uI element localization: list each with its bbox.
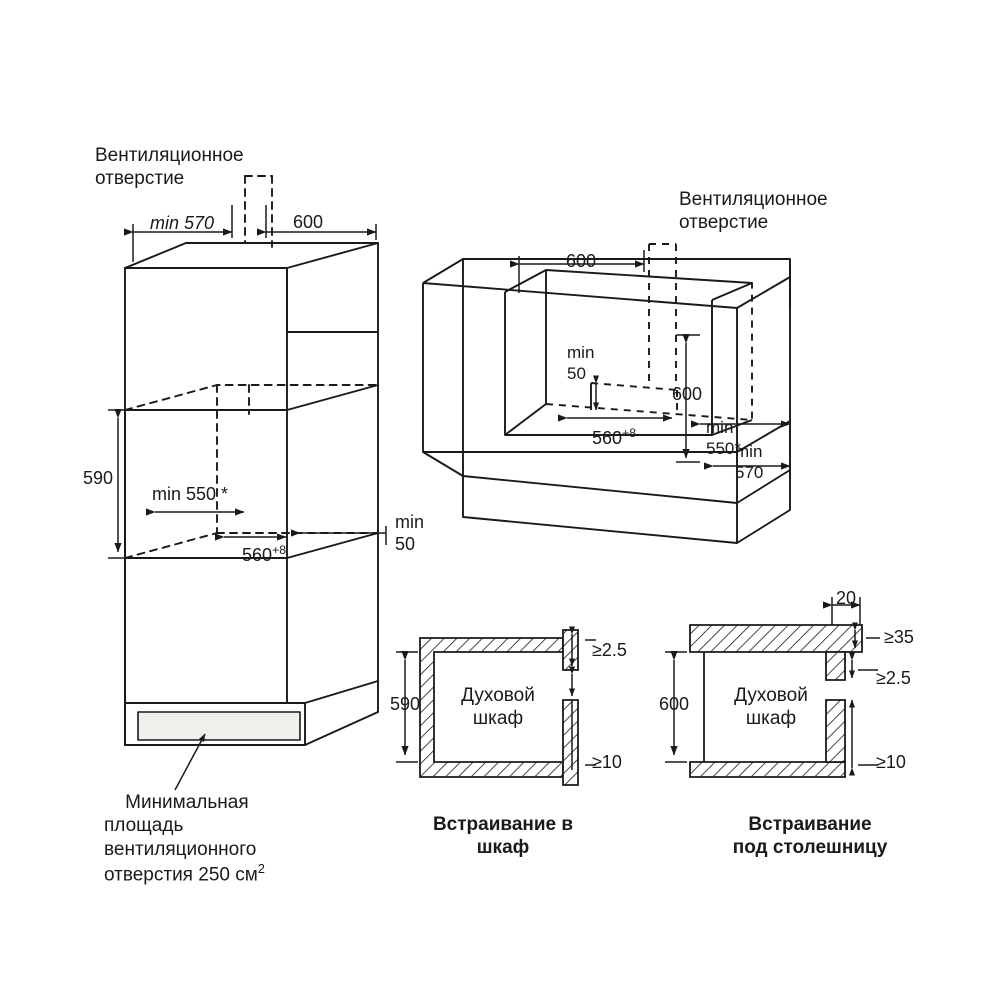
front-depth-560-value: 560 bbox=[242, 544, 273, 565]
front-min-550-label: min 550 * bbox=[152, 484, 229, 504]
iso-min-50-label: min 50 bbox=[567, 343, 595, 383]
front-vent-area-text: Минимальная площадь вентиляционного отверстия 250 см bbox=[104, 792, 258, 886]
front-width-600-label: 600 bbox=[293, 212, 324, 232]
iso-depth-560-tolerance: +8 bbox=[622, 425, 637, 440]
worktop-section-gap-top-label: ≥2.5 bbox=[876, 668, 911, 688]
cabinet-section-gap-top-label: ≥2.5 bbox=[592, 640, 627, 660]
front-min-570-label: min 570 bbox=[150, 213, 215, 233]
front-depth-560-tolerance: +8 bbox=[272, 542, 287, 557]
worktop-section-gap-back-label: ≥35 bbox=[884, 627, 914, 647]
iso-min-570-label: min 570 bbox=[735, 442, 764, 482]
cabinet-section-caption: Встраивание в шкаф bbox=[432, 814, 574, 859]
cabinet-section-oven-label: Духовой шкаф bbox=[461, 685, 535, 730]
front-min-50-label: min 50 bbox=[395, 512, 425, 554]
cabinet-section-height-590-label: 590 bbox=[390, 694, 421, 714]
worktop-section-thickness-20-label: 20 bbox=[836, 588, 857, 608]
front-vent-area-superscript: 2 bbox=[257, 860, 265, 876]
iso-view-cabinet bbox=[423, 244, 790, 543]
front-height-590-label: 590 bbox=[83, 468, 114, 488]
iso-depth-560-value: 560 bbox=[592, 427, 623, 448]
iso-vent-opening-label: Вентиляционное отверстие bbox=[679, 189, 828, 234]
front-view-cabinet bbox=[125, 176, 378, 745]
front-depth-560-label bbox=[222, 521, 286, 589]
cabinet-section-gap-bottom-label: ≥10 bbox=[592, 752, 622, 772]
worktop-section-height-600-label: 600 bbox=[659, 694, 690, 714]
front-vent-area-note bbox=[104, 768, 265, 909]
front-vent-opening-label: Вентиляционное отверстие bbox=[95, 145, 244, 190]
worktop-section-gap-bottom-label: ≥10 bbox=[876, 752, 906, 772]
iso-height-600-label: 600 bbox=[672, 384, 703, 404]
iso-width-600-label: 600 bbox=[566, 251, 597, 271]
iso-depth-560-label bbox=[572, 404, 636, 472]
worktop-section-caption: Встраивание под столешницу bbox=[732, 814, 888, 859]
worktop-section-oven-label: Духовой шкаф bbox=[734, 685, 808, 730]
iso-min-550-label: min 550* bbox=[706, 418, 741, 458]
